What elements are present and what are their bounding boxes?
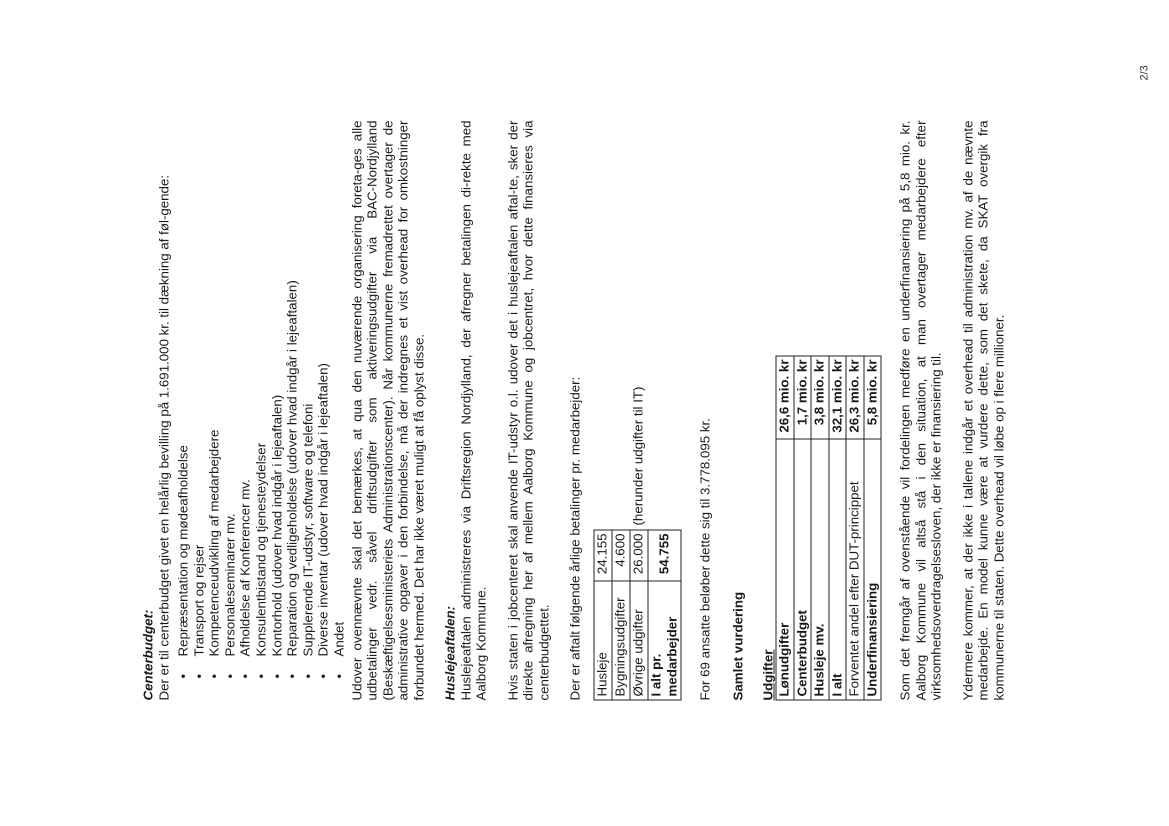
list-item: • Personaleseminarer mv. xyxy=(222,120,238,678)
expenses-table-heading: Udgifter xyxy=(759,649,775,700)
husleje-paragraph-2: Hvis staten i jobcenteret skal anvende IT-udstyr o.l. udover det i huslejeaftalen aftal-te, sker der direkte afregning her af mellem Aalborg Kommune og jobcentret, hvor dette finansieres via centerbudgettet. xyxy=(504,120,551,700)
list-item: • Supplerende IT-udstyr, software og telefoni xyxy=(300,120,316,678)
rent-note xyxy=(611,383,629,530)
husleje-paragraph-4: For 69 ansatte beløber dette sig til 3.778.095 kr. xyxy=(696,417,712,700)
table-row xyxy=(629,383,647,700)
expense-value: 3,8 mio. kr xyxy=(811,356,829,439)
list-item: • Andet xyxy=(331,120,347,678)
rent-label: Bygningsudgifter xyxy=(611,581,629,700)
samlet-paragraph-1: Som det fremgår af ovenstående vil fordelingen medføre en underfinansiering på 5,8 mio. kr. Aalborg Kommune vil altså stå i den situation, at man overtager medarbejdere efter virksomhedsoverdragelsesloven, der ikke er finansiering til. xyxy=(897,120,944,700)
list-item: • Reparation og vedligeholdelse (udover hvad indgår i lejeaftalen) xyxy=(284,120,300,678)
expense-value: 26,6 mio. kr xyxy=(776,356,794,439)
list-item: • Transport og rejser xyxy=(191,120,207,678)
expense-value: 5,8 mio. kr xyxy=(863,356,881,439)
husleje-paragraph-3: Der er aftalt følgende årlige betalinger pr. medarbejder: xyxy=(567,376,583,700)
centerbudget-intro: Der er til centerbudget givet en helårlig bevilling på 1.691.000 kr. til dækning af føl-gende: xyxy=(155,174,171,700)
expense-value: 32,1 mio. kr xyxy=(828,356,846,439)
table-row xyxy=(863,356,881,700)
rent-value: 26.000 xyxy=(629,530,647,581)
list-item: • Diverse inventar (udover hvad indgår i lejeaftalen) xyxy=(315,120,331,678)
husleje-paragraph-1: Huslejeaftalen administreres via Driftsregion Nordjylland, der afregner betalingen di-rekte med Aalborg Kommune. xyxy=(457,120,489,700)
page-number: 2/3 xyxy=(1138,64,1150,80)
list-item: • Kontorhold (udover hvad indgår i lejeaftalen) xyxy=(269,120,285,678)
table-row xyxy=(593,383,611,700)
table-row xyxy=(647,383,680,700)
expense-label: Underfinansiering xyxy=(863,439,881,700)
expense-label: Forventet andel efter DUT-princippet xyxy=(846,439,864,700)
rent-note: (herunder udgifter til IT) xyxy=(630,386,646,525)
expenses-table xyxy=(775,355,881,700)
expense-label: Centerbudget xyxy=(793,439,811,700)
husleje-heading: Huslejeaftalen: xyxy=(442,605,458,700)
rent-value: 54.755 xyxy=(647,530,680,581)
rent-value: 4.600 xyxy=(611,530,629,581)
table-row xyxy=(793,356,811,700)
table-row xyxy=(776,356,794,700)
list-item: • Kompetenceudvikling af medarbejdere xyxy=(206,120,222,678)
document-body xyxy=(140,120,1006,700)
rent-label: I alt pr. medarbejder xyxy=(647,581,680,700)
table-row xyxy=(846,356,864,700)
expense-value: 1,7 mio. kr xyxy=(793,356,811,439)
centerbudget-heading: Centerbudget: xyxy=(140,609,155,700)
samlet-heading: Samlet vurdering xyxy=(730,591,746,700)
table-row xyxy=(828,356,846,700)
centerbudget-list xyxy=(175,120,347,700)
expense-label: Husleje mv. xyxy=(811,439,829,700)
rent-label: Husleje xyxy=(593,581,611,700)
expense-label: Lønudgifter xyxy=(776,439,794,700)
expense-value: 26,3 mio. kr xyxy=(846,356,864,439)
expense-label: I alt xyxy=(828,439,846,700)
rent-table xyxy=(593,382,681,700)
samlet-paragraph-2: Ydermere kommer, at der ikke i tallene indgår et overhead til administration mv. af de nævnte medarbejde. En model kunne være at vurdere dette, som det skete, da SKAT overgik fra kommunerne til staten. Dette overhead vil løbe op i flere millioner. xyxy=(959,120,1006,700)
rent-note xyxy=(647,383,680,530)
table-row xyxy=(611,383,629,700)
list-item: • Afholdelse af Konferencer mv. xyxy=(237,120,253,678)
list-item: • Konsulentbistand og tjenesteydelser xyxy=(253,120,269,678)
rent-value: 24.155 xyxy=(593,530,611,581)
rent-label: Øvrige udgifter xyxy=(629,581,647,700)
centerbudget-paragraph: Udover ovennævnte skal det bemærkes, at qua den nuværende organisering foreta-ges alle udbetalinger vedr. såvel driftsudgifter som aktiveringsudgifter via BAC-Nordjylland (Beskæftigelsesministeriets Administrationscenter). Når kommunerne fremadrettet overtager de administrative opgaver i den forbindelse, må der indregnes et vist overhead for omkostninger forbundet hermed. Det har ikke været muligt at få oplyst disse. xyxy=(348,120,426,700)
table-row xyxy=(811,356,829,700)
list-item: • Repræsentation og mødeafholdelse xyxy=(175,120,191,678)
rent-note xyxy=(593,383,611,530)
